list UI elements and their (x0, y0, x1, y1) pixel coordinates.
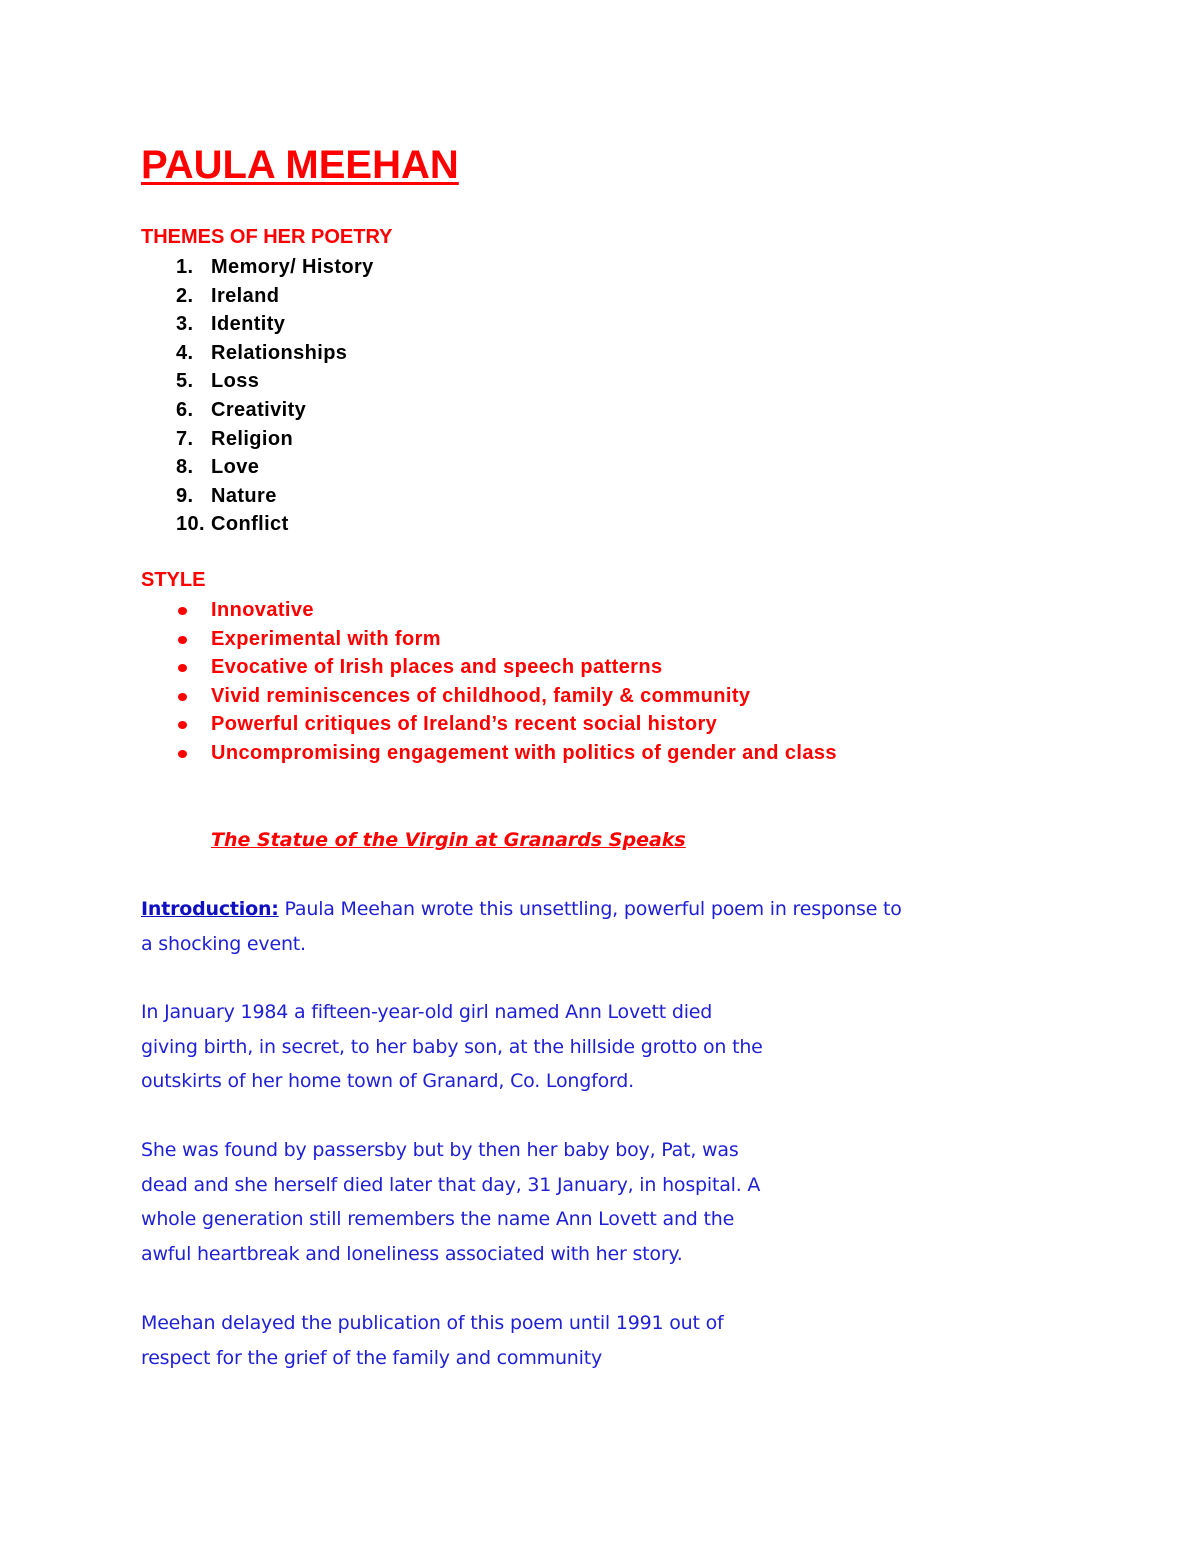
bullet-icon (178, 607, 187, 615)
paragraph-line: outskirts of her home town of Granard, Co. Longford. (141, 1070, 634, 1092)
bullet-icon (178, 750, 187, 758)
paragraph-line: Meehan delayed the publication of this poem until 1991 out of (141, 1312, 724, 1334)
introduction-paragraph (141, 892, 902, 961)
theme-label: Conflict (211, 513, 289, 536)
style-item (141, 653, 837, 682)
theme-item (141, 310, 374, 339)
style-item (141, 682, 837, 711)
style-item (141, 596, 837, 625)
theme-number: 7. (176, 427, 194, 450)
style-item (141, 710, 837, 739)
page-title: PAULA MEEHAN (141, 143, 459, 187)
theme-label: Memory/ History (211, 256, 374, 278)
bullet-icon (178, 636, 187, 644)
theme-number: 8. (176, 456, 194, 479)
style-item-label: Uncompromising engagement with politics of gender and class (211, 741, 837, 764)
style-item-label: Innovative (211, 599, 314, 621)
introduction-text: Paula Meehan wrote this unsettling, powerful poem in response to (278, 898, 902, 920)
theme-item (141, 453, 374, 482)
paragraph-line: whole generation still remembers the name Ann Lovett and the (141, 1208, 735, 1230)
theme-number: 6. (176, 398, 194, 421)
theme-label: Religion (211, 427, 294, 450)
style-heading: STYLE (141, 569, 206, 591)
body-paragraph (141, 1306, 724, 1375)
theme-number: 4. (176, 341, 194, 364)
paragraph-line: dead and she herself died later that day, 31 January, in hospital. A (141, 1173, 761, 1196)
paragraph-line: giving birth, in secret, to her baby son, at the hillside grotto on the (141, 1035, 763, 1058)
style-item-label: Evocative of Irish places and speech patterns (211, 656, 663, 679)
theme-item (141, 253, 374, 282)
theme-item (141, 482, 374, 511)
bullet-icon (178, 721, 187, 729)
theme-number: 5. (176, 370, 194, 393)
style-list (141, 596, 837, 768)
bullet-icon (178, 664, 187, 672)
bullet-icon (178, 693, 187, 701)
theme-item (141, 282, 374, 311)
paragraph-line (141, 892, 902, 927)
paragraph-line: She was found by passersby but by then her baby boy, Pat, was (141, 1139, 739, 1161)
style-item (141, 625, 837, 654)
theme-item (141, 367, 374, 396)
paragraph-line: awful heartbreak and loneliness associated with her story. (141, 1242, 683, 1265)
body-paragraph (141, 1133, 760, 1271)
paragraph-line: a shocking event. (141, 932, 306, 955)
style-item-label: Powerful critiques of Ireland’s recent social history (211, 713, 718, 736)
theme-item (141, 425, 374, 454)
theme-number: 1. (176, 256, 194, 278)
style-item-label: Experimental with form (211, 627, 441, 650)
theme-label: Relationships (211, 341, 348, 364)
themes-heading: THEMES OF HER POETRY (141, 226, 393, 248)
paragraph-line: respect for the grief of the family and community (141, 1346, 603, 1369)
theme-label: Nature (211, 484, 277, 507)
theme-item (141, 510, 374, 539)
theme-label: Love (211, 456, 260, 479)
theme-number: 10. (176, 513, 206, 536)
theme-label: Loss (211, 370, 260, 393)
theme-label: Identity (211, 313, 286, 336)
theme-item (141, 396, 374, 425)
theme-number: 3. (176, 313, 194, 336)
theme-number: 9. (176, 484, 194, 507)
style-item (141, 739, 837, 768)
introduction-label: Introduction: (141, 898, 279, 920)
poem-title: The Statue of the Virgin at Granards Speaks (211, 829, 686, 851)
theme-label: Ireland (211, 284, 280, 307)
themes-list (141, 253, 374, 539)
body-paragraph (141, 995, 763, 1099)
theme-number: 2. (176, 284, 194, 307)
theme-label: Creativity (211, 398, 307, 421)
paragraph-line: In January 1984 a fifteen-year-old girl named Ann Lovett died (141, 1001, 713, 1023)
theme-item (141, 339, 374, 368)
style-item-label: Vivid reminiscences of childhood, family & community (211, 684, 751, 707)
